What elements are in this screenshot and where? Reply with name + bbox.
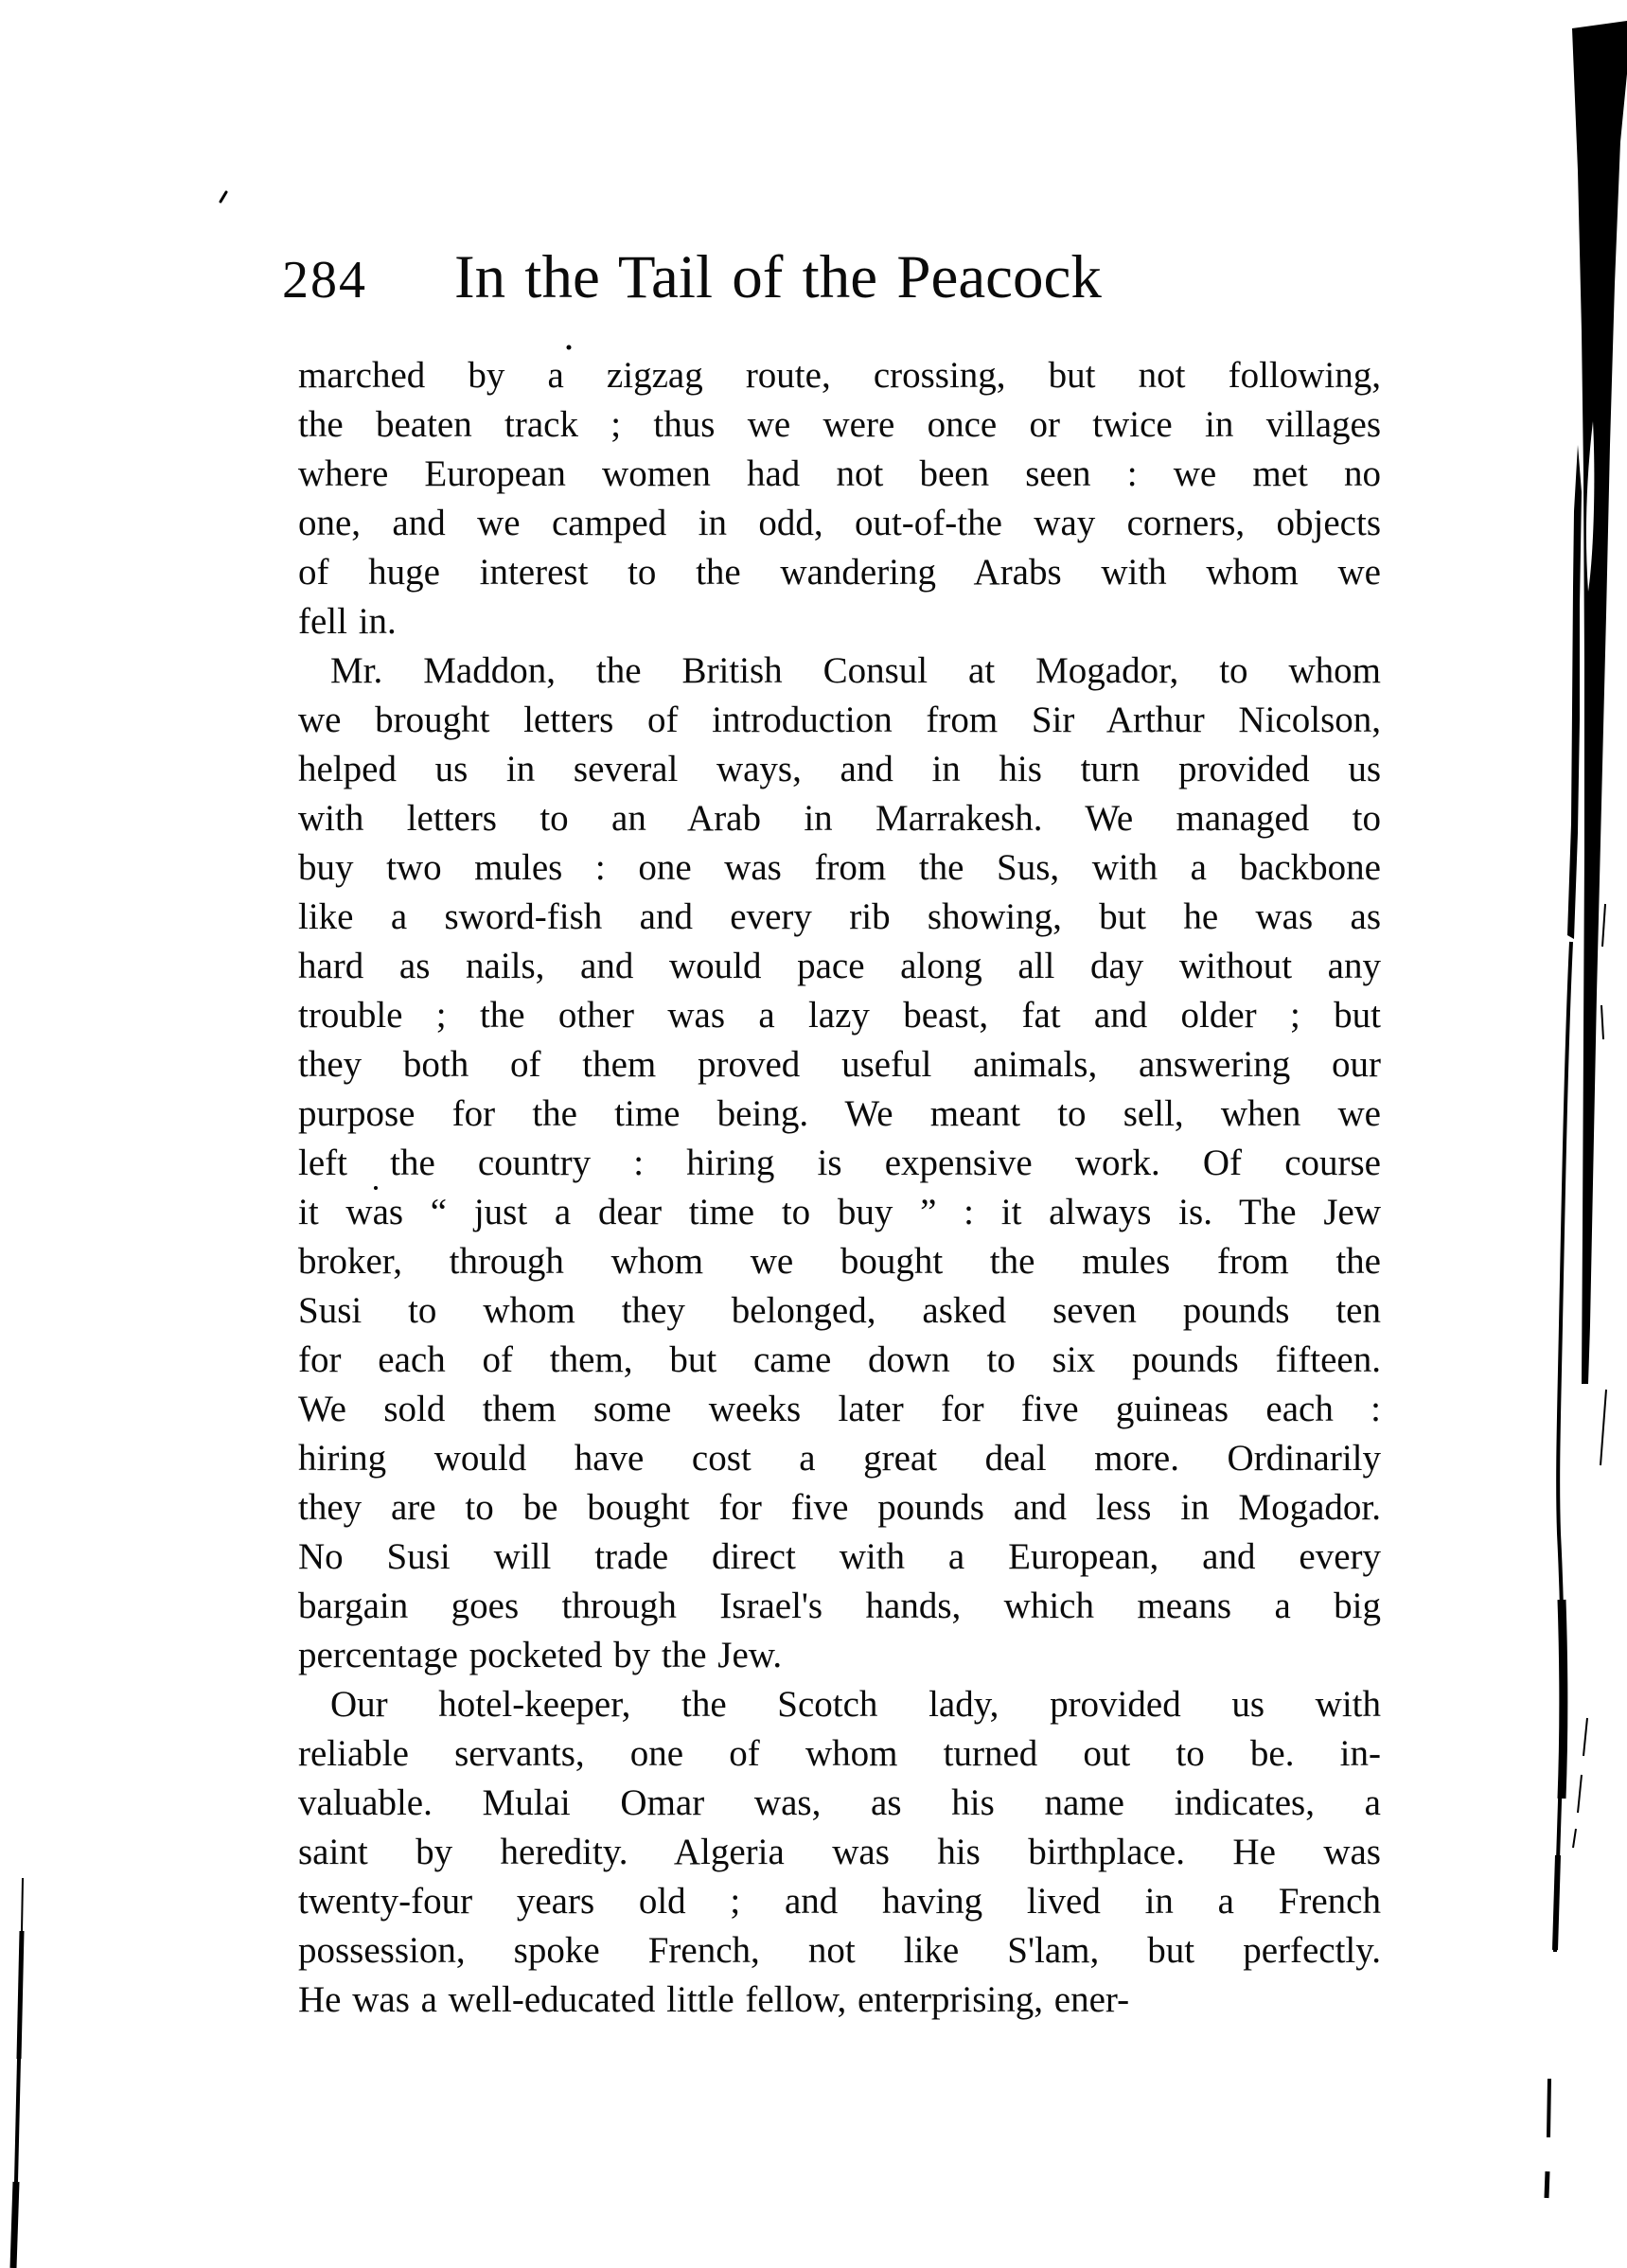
gutter-band-main	[1572, 21, 1627, 1384]
gutter-stripe-left	[1567, 445, 1582, 939]
text-line: fell in.	[298, 601, 397, 642]
text-line: No Susi will trade direct with a European, and every	[298, 1536, 1381, 1577]
gutter-bottom-segment-1	[1548, 2079, 1549, 2137]
text-line: hard as nails, and would pace along all day without any	[298, 946, 1381, 986]
page-number: 284	[282, 251, 367, 310]
text-line: for each of them, but came down to six pounds fifteen.	[298, 1339, 1381, 1380]
text-line: He was a well-educated little fellow, enterprising, ener-	[298, 1979, 1130, 2020]
gutter-fold-lower	[1555, 1855, 1558, 1950]
text-line: one, and we camped in odd, out-of-the way corners, objects	[298, 503, 1381, 543]
text-line: it was “ just a dear time to buy ” : it always is. The Jew	[298, 1192, 1381, 1232]
text-line: buy two mules : one was from the Sus, with a backbone	[298, 847, 1381, 888]
text-line: helped us in several ways, and in his turn provided us	[298, 749, 1381, 789]
gutter-dash-2	[1602, 904, 1605, 947]
text-line: hiring would have cost a great deal more. Ordinarily	[298, 1438, 1381, 1479]
text-line: they both of them proved useful animals, answering our	[298, 1044, 1381, 1085]
gutter-fold-thick	[1562, 1600, 1564, 1798]
text-line: valuable. Mulai Omar was, as his name indicates, a	[298, 1782, 1381, 1823]
text-line: of huge interest to the wandering Arabs with whom we	[298, 552, 1381, 593]
text-line: percentage pocketed by the Jew.	[298, 1635, 783, 1675]
text-line: marched by a zigzag route, crossing, but not following,	[298, 355, 1381, 396]
text-line: reliable servants, one of whom turned out to be. in-	[298, 1733, 1381, 1774]
left-fold-line-bottom	[13, 2182, 16, 2268]
text-line: left the country : hiring is expensive work. Of course	[298, 1143, 1381, 1183]
left-fold-line-mid	[16, 2059, 19, 2182]
text-line: Mr. Maddon, the British Consul at Mogador, to whom	[330, 650, 1381, 691]
text-line: twenty-four years old ; and having lived in a French	[298, 1881, 1381, 1922]
paragraph	[298, 351, 1381, 647]
paragraph	[298, 647, 1381, 1680]
left-fold-line	[19, 1931, 22, 2059]
text-line: possession, spoke French, not like S'lam, but perfectly.	[298, 1930, 1381, 1971]
text-line: bargain goes through Israel's hands, which means a big	[298, 1586, 1381, 1626]
text-line: trouble ; the other was a lazy beast, fat and older ; but	[298, 995, 1381, 1036]
paragraph	[298, 1680, 1381, 2025]
gutter-band-highlight	[1586, 421, 1594, 592]
gutter-dash-3	[1600, 1390, 1606, 1465]
gutter-dash-1	[1601, 1005, 1603, 1039]
text-line: broker, through whom we bought the mules from the	[298, 1241, 1381, 1282]
text-line: Susi to whom they belonged, asked seven pounds ten	[298, 1290, 1381, 1331]
text-line: We sold them some weeks later for five guineas each :	[298, 1389, 1381, 1429]
running-title: In the Tail of the Peacock	[454, 243, 1102, 311]
text-line: Our hotel-keeper, the Scotch lady, provided us with	[330, 1684, 1381, 1725]
text-line: where European women had not been seen : we met no	[298, 453, 1381, 494]
left-fold-line-tip	[22, 1878, 23, 1931]
ink-speck-tick	[221, 192, 226, 202]
gutter-dash-4	[1573, 1718, 1587, 1848]
text-line: saint by heredity. Algeria was his birthplace. He was	[298, 1832, 1381, 1872]
text-line: with letters to an Arab in Marrakesh. We managed to	[298, 798, 1381, 839]
text-line: the beaten track ; thus we were once or twice in villages	[298, 404, 1381, 445]
text-line: purpose for the time being. We meant to sell, when we	[298, 1093, 1381, 1134]
text-block	[298, 351, 1381, 2025]
ink-speck-dot-1	[567, 346, 572, 350]
text-line: like a sword-fish and every rib showing, but he was as	[298, 896, 1381, 937]
text-line: they are to be bought for five pounds and less in Mogador.	[298, 1487, 1381, 1528]
text-line: we brought letters of introduction from Sir Arthur Nicolson,	[298, 700, 1381, 740]
gutter-fold-line	[1555, 942, 1571, 1952]
